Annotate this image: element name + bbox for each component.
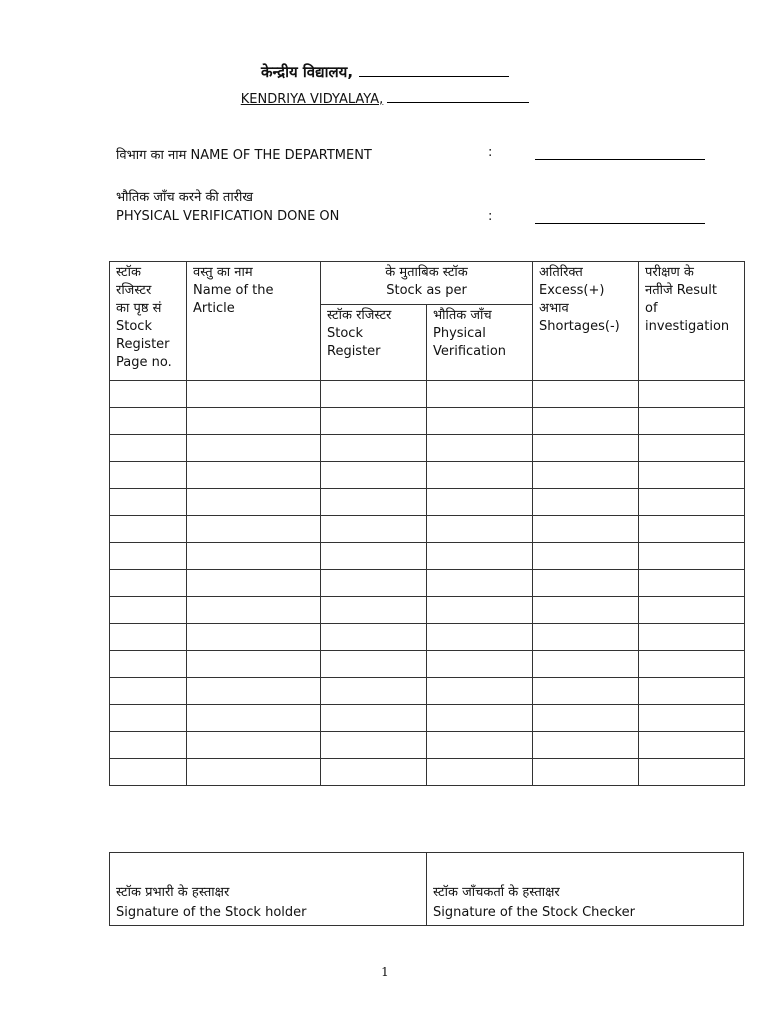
table-row: [110, 651, 745, 678]
col5-hindi-2: अभाव: [539, 301, 569, 316]
table-cell[interactable]: [110, 408, 187, 435]
col1-hindi-2: रजिस्टर: [116, 283, 152, 298]
table-row: [110, 516, 745, 543]
table-row: [110, 705, 745, 732]
col1-english-1: Stock: [116, 319, 152, 334]
table-cell[interactable]: [321, 381, 427, 408]
table-cell[interactable]: [187, 489, 321, 516]
table-cell[interactable]: [427, 570, 533, 597]
table-cell[interactable]: [110, 705, 187, 732]
table-cell[interactable]: [187, 543, 321, 570]
col4-english-2: Verification: [433, 344, 507, 359]
group-hindi: के मुताबिक स्टॉक: [385, 265, 468, 280]
col-physical-verification-header: [427, 305, 533, 381]
table-cell[interactable]: [427, 462, 533, 489]
table-cell[interactable]: [533, 570, 639, 597]
table-cell[interactable]: [321, 489, 427, 516]
table-cell[interactable]: [427, 489, 533, 516]
col2-english-2: Article: [193, 301, 235, 316]
table-cell[interactable]: [321, 705, 427, 732]
table-cell[interactable]: [110, 651, 187, 678]
table-cell[interactable]: [639, 381, 745, 408]
table-cell[interactable]: [110, 543, 187, 570]
table-cell[interactable]: [427, 651, 533, 678]
table-cell[interactable]: [110, 759, 187, 786]
col4-hindi: भौतिक जाँच: [433, 308, 492, 323]
table-cell[interactable]: [187, 732, 321, 759]
table-cell[interactable]: [639, 435, 745, 462]
table-cell[interactable]: [110, 732, 187, 759]
col1-hindi-1: स्टॉक: [116, 265, 141, 280]
table-cell[interactable]: [110, 570, 187, 597]
col-page-no-header: [110, 262, 187, 381]
table-cell[interactable]: [533, 543, 639, 570]
table-row: [110, 624, 745, 651]
table-cell[interactable]: [639, 543, 745, 570]
table-cell[interactable]: [427, 759, 533, 786]
title-hindi-text: केन्द्रीय विद्यालय,: [260, 63, 354, 81]
col6-english-2: investigation: [645, 319, 730, 334]
table-cell[interactable]: [187, 759, 321, 786]
table-cell[interactable]: [639, 462, 745, 489]
table-cell[interactable]: [187, 570, 321, 597]
table-cell[interactable]: [533, 597, 639, 624]
table-cell[interactable]: [427, 624, 533, 651]
table-cell[interactable]: [187, 597, 321, 624]
col6-mixed: नतीजे Result: [645, 283, 717, 298]
table-cell[interactable]: [187, 435, 321, 462]
col3-english-2: Register: [327, 344, 381, 359]
table-cell[interactable]: [427, 705, 533, 732]
table-cell[interactable]: [321, 678, 427, 705]
col6-hindi: परीक्षण के: [645, 265, 694, 280]
table-cell[interactable]: [321, 408, 427, 435]
table-cell[interactable]: [321, 624, 427, 651]
department-blank: [535, 159, 705, 160]
table-row: [110, 732, 745, 759]
verification-label-english: PHYSICAL VERIFICATION DONE ON: [116, 209, 340, 224]
table-cell[interactable]: [533, 624, 639, 651]
verification-label-hindi: भौतिक जाँच करने की तारीख: [116, 190, 254, 205]
table-cell[interactable]: [639, 408, 745, 435]
stock-as-per-header: [321, 262, 533, 305]
table-cell[interactable]: [187, 462, 321, 489]
title-english-blank: [387, 90, 529, 103]
table-cell[interactable]: [427, 597, 533, 624]
verification-colon: :: [488, 209, 493, 224]
table-cell[interactable]: [639, 759, 745, 786]
header-row-1: [110, 262, 745, 305]
col2-english-1: Name of the: [193, 283, 274, 298]
table-row: [110, 435, 745, 462]
table-cell[interactable]: [427, 732, 533, 759]
table-row: [110, 597, 745, 624]
table-cell[interactable]: [533, 408, 639, 435]
table-cell[interactable]: [533, 462, 639, 489]
table-cell[interactable]: [187, 408, 321, 435]
table-cell[interactable]: [321, 597, 427, 624]
table-row: [110, 759, 745, 786]
table-row: [110, 570, 745, 597]
department-label: विभाग का नाम NAME OF THE DEPARTMENT: [116, 148, 372, 163]
col1-english-3: Page no.: [116, 355, 172, 370]
table-cell[interactable]: [321, 543, 427, 570]
page-number: 1: [381, 965, 389, 979]
table-cell[interactable]: [427, 435, 533, 462]
table-cell[interactable]: [639, 597, 745, 624]
table-cell[interactable]: [639, 570, 745, 597]
table-cell[interactable]: [110, 435, 187, 462]
col3-hindi: स्टॉक रजिस्टर: [327, 308, 392, 323]
table-cell[interactable]: [533, 435, 639, 462]
table-cell[interactable]: [533, 651, 639, 678]
col6-english-1: of: [645, 301, 658, 316]
table-cell[interactable]: [321, 435, 427, 462]
table-row: [110, 462, 745, 489]
table-cell[interactable]: [427, 408, 533, 435]
table-cell[interactable]: [427, 543, 533, 570]
table-cell[interactable]: [533, 678, 639, 705]
table-row: [110, 489, 745, 516]
table-cell[interactable]: [533, 705, 639, 732]
table-row: [110, 408, 745, 435]
table-cell[interactable]: [427, 516, 533, 543]
table-row: [110, 381, 745, 408]
table-cell[interactable]: [639, 705, 745, 732]
verification-blank: [535, 223, 705, 224]
col5-english-2: Shortages(-): [539, 319, 620, 334]
table-cell[interactable]: [110, 516, 187, 543]
table-row: [110, 678, 745, 705]
table-cell[interactable]: [533, 732, 639, 759]
col3-english-1: Stock: [327, 326, 363, 341]
col-result-header: [639, 262, 745, 381]
checker-signature-english: Signature of the Stock Checker: [433, 905, 635, 920]
col1-hindi-3: का पृष्ठ सं: [116, 301, 162, 316]
table-cell[interactable]: [187, 624, 321, 651]
table-cell[interactable]: [110, 462, 187, 489]
stock-holder-signature-cell: [110, 853, 427, 926]
table-cell[interactable]: [321, 516, 427, 543]
table-cell[interactable]: [533, 516, 639, 543]
signature-table: [109, 852, 744, 926]
table-cell[interactable]: [187, 651, 321, 678]
table-cell[interactable]: [639, 651, 745, 678]
holder-signature-hindi: स्टॉक प्रभारी के हस्ताक्षर: [116, 885, 230, 900]
col-article-header: [187, 262, 321, 381]
table-cell[interactable]: [321, 651, 427, 678]
title-english: [0, 90, 770, 107]
table-cell[interactable]: [110, 597, 187, 624]
table-cell[interactable]: [427, 678, 533, 705]
table-cell[interactable]: [533, 381, 639, 408]
table-cell[interactable]: [110, 381, 187, 408]
col4-english-1: Physical: [433, 326, 486, 341]
table-cell[interactable]: [187, 678, 321, 705]
title-hindi: [0, 62, 770, 82]
table-cell[interactable]: [187, 516, 321, 543]
col1-english-2: Register: [116, 337, 170, 352]
table-cell[interactable]: [639, 516, 745, 543]
table-cell[interactable]: [321, 462, 427, 489]
table-cell[interactable]: [110, 489, 187, 516]
col-stock-register-header: [321, 305, 427, 381]
table-body: [110, 381, 745, 786]
table-row: [110, 543, 745, 570]
group-english: Stock as per: [386, 283, 467, 298]
holder-signature-english: Signature of the Stock holder: [116, 905, 307, 920]
checker-signature-hindi: स्टॉक जाँचकर्ता के हस्ताक्षर: [433, 885, 560, 900]
table-cell[interactable]: [187, 705, 321, 732]
col-excess-header: [533, 262, 639, 381]
table-cell[interactable]: [427, 381, 533, 408]
title-hindi-blank: [359, 62, 509, 77]
table-cell[interactable]: [110, 678, 187, 705]
title-english-text: KENDRIYA VIDYALAYA,: [240, 92, 384, 107]
table-cell[interactable]: [321, 732, 427, 759]
stock-checker-signature-cell: [427, 853, 744, 926]
col2-hindi: वस्तु का नाम: [193, 265, 253, 280]
table-cell[interactable]: [187, 381, 321, 408]
col5-hindi-1: अतिरिक्त: [539, 265, 583, 280]
table-cell[interactable]: [639, 678, 745, 705]
table-cell[interactable]: [321, 759, 427, 786]
table-cell[interactable]: [639, 624, 745, 651]
stock-table: [109, 261, 745, 786]
col5-english-1: Excess(+): [539, 283, 605, 298]
table-cell[interactable]: [110, 624, 187, 651]
table-cell[interactable]: [639, 489, 745, 516]
table-cell[interactable]: [533, 759, 639, 786]
table-cell[interactable]: [533, 489, 639, 516]
table-cell[interactable]: [321, 570, 427, 597]
department-colon: :: [488, 145, 493, 160]
table-cell[interactable]: [639, 732, 745, 759]
